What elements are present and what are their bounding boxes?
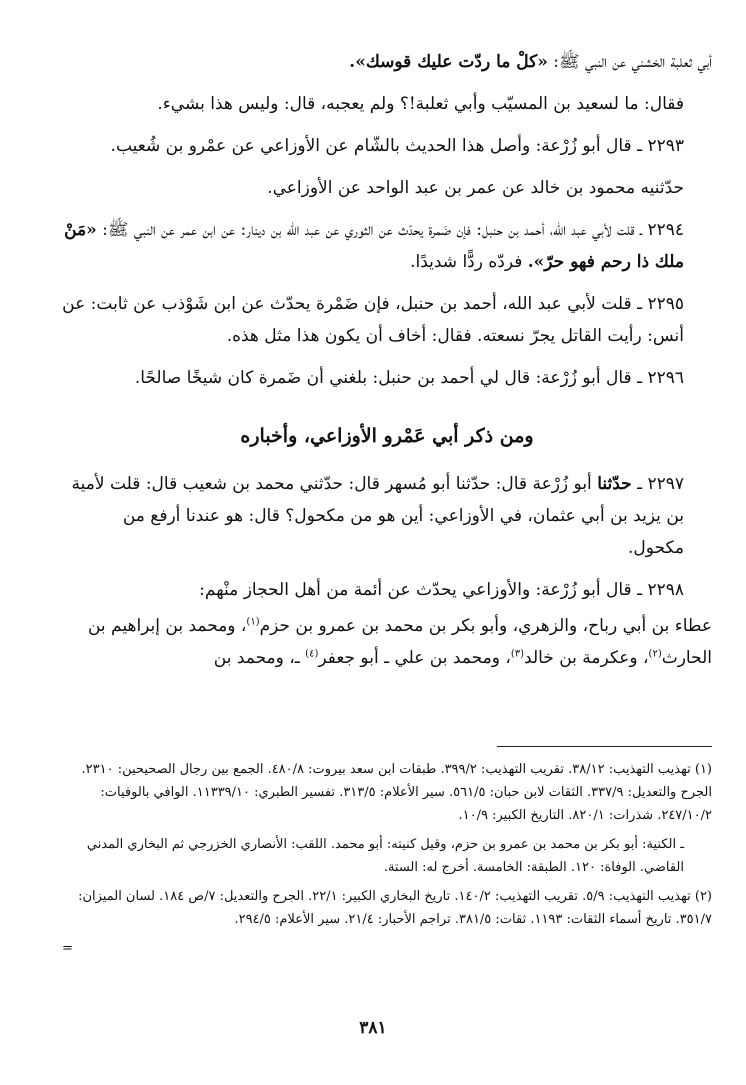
p9-text: عطاء بن أبي رباح، والزهري، وأبو بكر بن محمد بن عمرو بن حزم bbox=[259, 616, 712, 636]
p4-tail: فردّه ردًّا شديدًا. bbox=[410, 252, 528, 272]
footnote-1-kunya: ـ الكنية: أبو بكر بن محمد بن عمرو بن حزم، وقيل كنيته: أبو محمد. اللقب: الأنصاري الخزرجي ثم البخاري المدني القاضي. الوفاة: ١٢٠. الطبقة: الخامسة. أخرج له: الستة. bbox=[86, 837, 684, 875]
footnote-ref-2: (٢) bbox=[648, 648, 662, 660]
p9-text: ، ومحمد بن علي ـ أبو جعفر bbox=[318, 648, 511, 668]
p0-text: أبي ثعلبة الخشني عن النبي ﷺ: bbox=[547, 52, 712, 72]
main-text bbox=[62, 46, 712, 684]
page-number: ٣٨١ bbox=[359, 1018, 387, 1038]
footnote-ref-4: (٤) bbox=[305, 648, 319, 660]
footnote-1: (١) تهذيب التهذيب: ٣٨/١٢. تقريب التهذيب: ٣٩٩/٢. طبقات ابن سعد بيروت: ٤٨٠/٨. الجمع بين رجال الصحيحين: ٢٣١٠. الجرح والتعديل: ٣٣٧/٩. الثقات لابن حبان: ٥٦١/٥. سير الأعلام: ٣١٣/٥. تفسير الطبري: ١١٣٣٩/١٠. الوافي بالوفيات: ٢٤٧/١٠/٢. شذرات: ٨٢٠/١. التاريخ الكبير: ١٠/٩. bbox=[81, 762, 712, 823]
entry-2294 bbox=[62, 214, 712, 278]
p4-text: ٢٢٩٤ ـ قلت لأبي عبد الله، أحمد بن حنبل: فإن ضَمرة يحدّث عن الثوري عن عبد الله بن دينار: عن ابن عمر عن النبي ﷺ: bbox=[96, 220, 684, 240]
continuation-mark: = bbox=[62, 941, 73, 956]
entry-2296: ٢٢٩٦ ـ قال أبو زُرْعة: قال لي أحمد بن حنبل: بلغني أن ضَمرة كان شيخًا صالحًا. bbox=[134, 368, 684, 388]
footnotes bbox=[62, 758, 712, 960]
footnote-ref-3: (٣) bbox=[510, 648, 525, 660]
section-heading: ومن ذكر أبي عَمْرو الأوزاعي، وأخباره bbox=[240, 425, 534, 447]
entry-2297 bbox=[62, 468, 712, 564]
entry-2293: ٢٢٩٣ ـ قال أبو زُرْعة: وأصل هذا الحديث بالشّام عن الأوزاعي عن عمْرو بن شُعيب. bbox=[110, 136, 684, 156]
paragraph-1: فقال: ما لسعيد بن المسيّب وأبي ثعلبة!؟ ولم يعجبه، قال: وليس هذا بشيء. bbox=[157, 94, 684, 114]
footnote-2: (٢) تهذيب التهذيب: ٥/٩. تقريب التهذيب: ١٤٠/٢. تاريخ البخاري الكبير: ٢٢/١. الجرح والتعديل: ٧/ص ١٨٤. لسان الميزان: ٣٥١/٧. تاريخ أسماء الثقات: ١١٩٣. ثقات: ٣٨١/٥. تراجم الأحبار: ٢١/٤. سير الأعلام: ٢٩٤/٥. bbox=[78, 889, 712, 927]
entry-2298: ٢٢٩٨ ـ قال أبو زُرْعة: والأوزاعي يحدّث عن أئمة من أهل الحجاز منْهم: bbox=[199, 580, 684, 600]
paragraph-3: حدّثنيه محمود بن خالد عن عمر بن عبد الواحد عن الأوزاعي. bbox=[267, 178, 684, 198]
hadith-quote: «كلْ ما ردّت عليك قوسك». bbox=[349, 52, 548, 72]
p9-text: ، ومحمد بن إبراهيم بن الحارث bbox=[87, 616, 712, 668]
p9-text: ، وعكرمة بن خالد bbox=[524, 648, 649, 668]
footnote-ref-1: (١) bbox=[246, 616, 260, 628]
p7-text: أبو زُرْعة قال: حدّثنا أبو مُسهر قال: حدّثني محمد بن شعيب قال: قلت لأمية بن يزيد بن أبي عثمان، في الأوزاعي: أين هو من مكحول؟ قال: هو عندنا أرفع من مكحول. bbox=[71, 474, 684, 558]
paragraph-9 bbox=[62, 610, 712, 674]
haddathana-keyword: حدّثنا bbox=[597, 474, 632, 494]
p9-text: ـ، ومحمد بن bbox=[213, 648, 306, 668]
p7-number: ٢٢٩٧ ـ bbox=[631, 474, 684, 494]
entry-2295: ٢٢٩٥ ـ قلت لأبي عبد الله، أحمد بن حنبل، فإن ضَمْرة يحدّث عن ابن شَوْذب عن ثابت: عن أنس: رأيت القاتل يجرّ نسعته. فقال: أخاف أن يكون هذا مثل هذه. bbox=[62, 294, 684, 346]
paragraph-0 bbox=[62, 46, 712, 78]
hadith-quote: «مَنْ ملك ذا رحم فهو حرّ». bbox=[64, 220, 684, 272]
footnote-divider bbox=[497, 746, 712, 747]
